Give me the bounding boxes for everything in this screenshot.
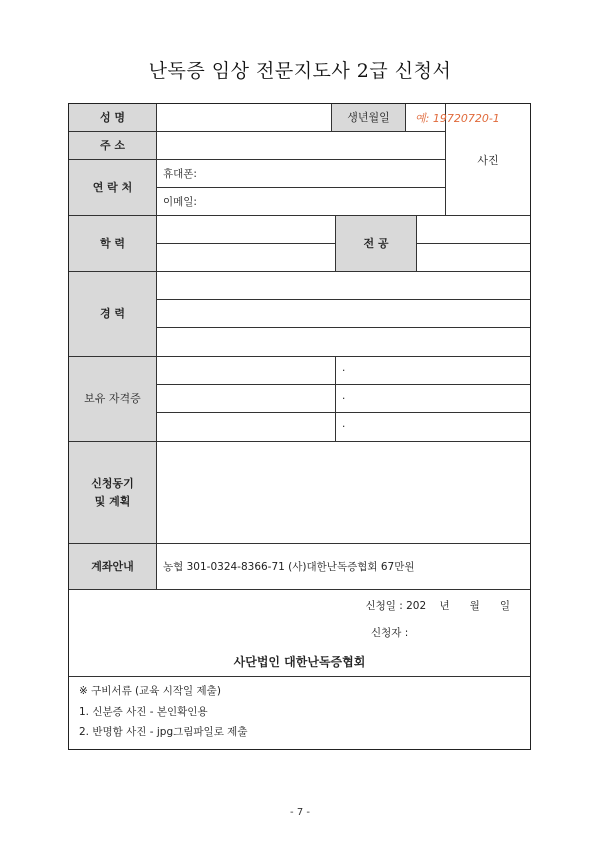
account-label: 계좌안내: [69, 544, 157, 590]
license-label: 보유 자격증: [69, 357, 157, 442]
license-field-3[interactable]: [157, 413, 336, 442]
contact-label: 연 락 처: [69, 160, 157, 216]
license-field-1b[interactable]: [336, 357, 530, 385]
notes-item-1: 1. 신분증 사진 - 본인확인용: [79, 706, 208, 718]
name-label: 성 명: [69, 104, 157, 132]
account-info: 농협 301-0324-8366-71 (사)대한난독증협회 67만원: [157, 544, 530, 590]
page-number: - 7 -: [290, 807, 310, 818]
notes-item-2: 2. 반명함 사진 - jpg그림파일로 제출: [79, 726, 248, 738]
career-field-3[interactable]: [157, 328, 530, 357]
education-field-2[interactable]: [157, 244, 336, 272]
email-field[interactable]: 이메일:: [157, 188, 446, 216]
career-field-1[interactable]: [157, 272, 530, 300]
signature-block: [69, 590, 530, 677]
education-field-1[interactable]: [157, 216, 336, 244]
application-form: [68, 103, 531, 750]
license-field-2b[interactable]: [336, 385, 530, 413]
motive-label-line2: 및 계획: [94, 494, 131, 508]
motive-label: [69, 442, 157, 544]
address-field[interactable]: [157, 132, 446, 160]
page-title: 난독증 임상 전문지도사 2급 신청서: [148, 60, 452, 82]
photo-box[interactable]: [446, 104, 530, 216]
applicant[interactable]: 신청자 :: [371, 627, 409, 639]
name-field[interactable]: [157, 104, 332, 132]
birth-label: 생년월일: [332, 104, 406, 132]
education-label: 학 력: [69, 216, 157, 272]
major-label: 전 공: [336, 216, 417, 272]
major-field-2[interactable]: [417, 244, 530, 272]
license-field-2[interactable]: [157, 385, 336, 413]
major-field-1[interactable]: [417, 216, 530, 244]
required-documents: [69, 677, 530, 749]
career-field-2[interactable]: [157, 300, 530, 328]
notes-heading: ※ 구비서류 (교육 시작일 제출): [79, 685, 221, 697]
bullet-2: ·: [342, 392, 346, 405]
motive-field[interactable]: [157, 442, 530, 544]
career-label: 경 력: [69, 272, 157, 357]
bullet-1: ·: [342, 364, 346, 377]
license-field-3b[interactable]: [336, 413, 530, 442]
photo-label: 사진: [477, 153, 499, 167]
phone-field[interactable]: 휴대폰:: [157, 160, 446, 188]
bullet-3: ·: [342, 421, 346, 433]
motive-label-line1: 신청동기: [91, 476, 134, 490]
organization-name: 사단법인 대한난독증협회: [233, 655, 366, 669]
address-label: 주 소: [69, 132, 157, 160]
application-date[interactable]: 신청일 : 202 년 월 일: [365, 600, 510, 612]
license-field-1[interactable]: [157, 357, 336, 385]
birth-field[interactable]: 예: 19720720-1: [415, 112, 500, 125]
